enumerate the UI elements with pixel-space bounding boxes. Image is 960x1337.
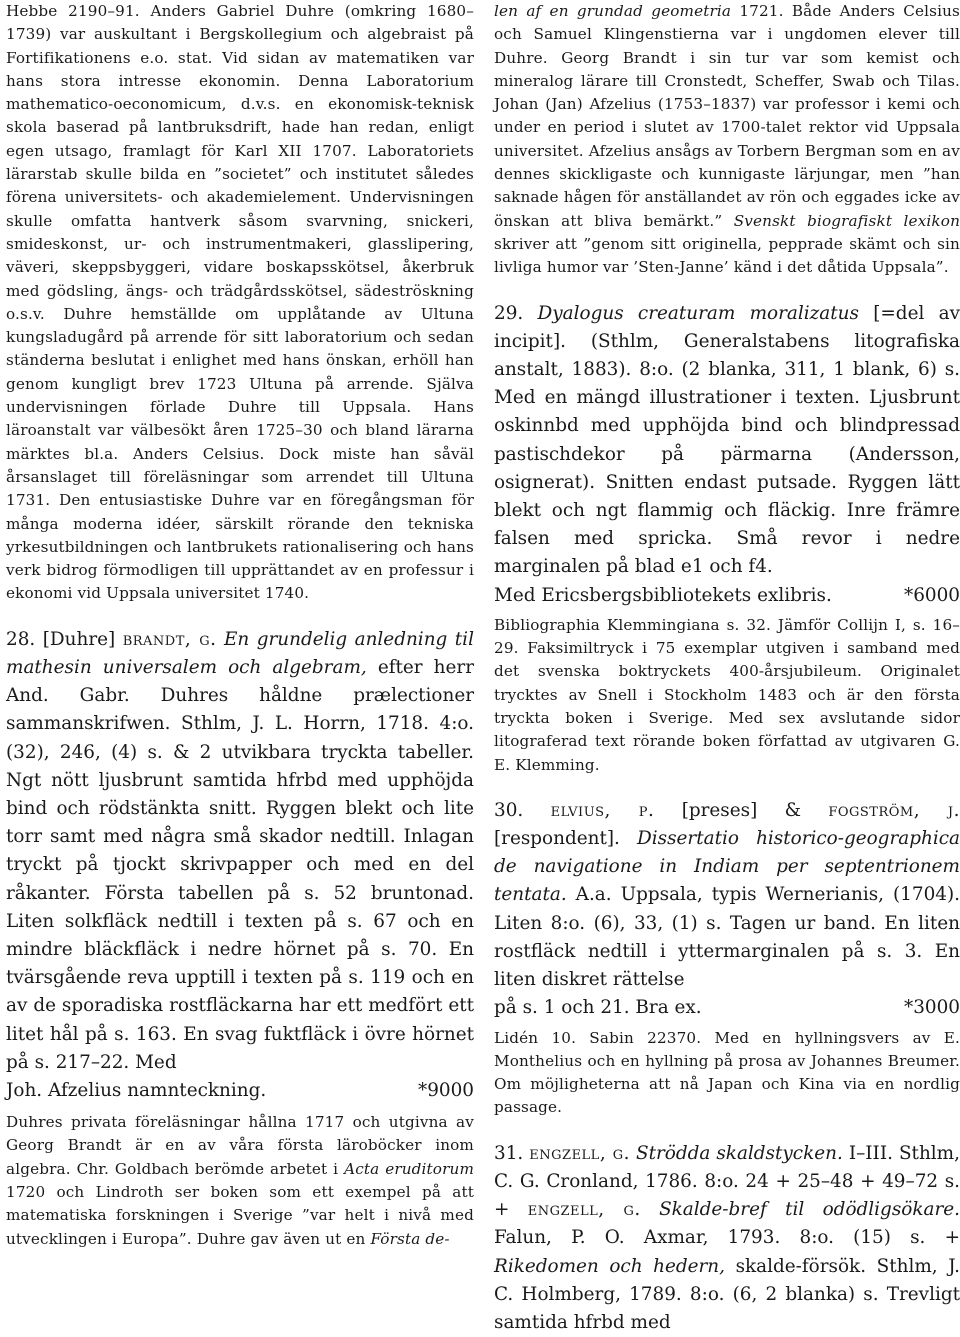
entry-last-line: Joh. Afzelius namnteckning. bbox=[6, 1079, 267, 1101]
entry-title-2: Skalde-bref til odödligsökare. bbox=[659, 1199, 960, 1221]
continuation-paragraph bbox=[494, 0, 960, 280]
entry-number: 28. bbox=[6, 628, 36, 650]
entry-title: Strödda skaldstycken. bbox=[635, 1142, 843, 1164]
entry-30-last-line bbox=[494, 994, 960, 1022]
entry-title-3: Rikedomen och hedern, bbox=[494, 1255, 725, 1277]
entry-body-2: Falun, P. O. Axmar, 1793. 8:o. (15) s. + bbox=[494, 1227, 960, 1249]
note-italic-forsta: Första de- bbox=[370, 1229, 450, 1248]
entry-last-line: Med Ericsbergsbibliotekets exlibris. bbox=[494, 584, 832, 606]
note-start: Duhres privata föreläsningar hållna 1717 och utgivna av Georg Brandt är en av våra första läroböcker inom algebra. Chr. Goldbach berömde arbetet i bbox=[6, 1113, 474, 1178]
continuation-body: 1721. Både Anders Celsius och Samuel Klingenstierna var i ungdomen elever till Duhre. Georg Brandt i sin tur var som kemist och mineralog lärare till Cronstedt, Scheffer, Swab och Tilas. Johan (Jan) Afzelius (1753–1837) var professor i kemi och under en period i slutet av 1700-talet rektor vid Uppsala universitet. Afzelius ansågs av Torbern Bergman som en av dennes skickligaste och kunnigaste lärjungar, men ”han saknade hågen för anställandet av rön och eggades icke av önskan att bliva bemärkt.” bbox=[494, 2, 960, 230]
continuation-end: skriver att ”genom sitt originella, pepprade skämt och sin livliga humor var ’Sten-Janne’ känd i det dåtida Uppsala”. bbox=[494, 234, 960, 277]
entry-body: efter herr And. Gabr. Duhres håldne prælectioner sammanskrifwen. Sthlm, J. L. Horrn, 1718. 4:o. (32), 246, (4) s. & 2 utvikbara tryckta tabeller. Ngt nött ljusbrunt samtida hfrbd med upphöjda bind och rödstänkta snitt. Ryggen blekt och lite torr samt med några små skador nedtill. Inlagan tryckt på tjockt skrivpapper och med en del råkanter. Första tabellen på s. 52 bruntonad. Liten solkfläck nedtill i texten på s. 67 och en mindre bläckfläck i nedre hörnet på s. 70. En tvärsgående reva upptill i texten på s. 119 och en av de sporadiska rostfläckarna har ett medfört ett litet hål på s. 163. En svag fuktfläck i övre hörnet på s. 217–22. Med bbox=[6, 656, 474, 1073]
entry-title: Dyalogus creaturam moralizatus bbox=[537, 302, 859, 324]
entry-29 bbox=[494, 300, 960, 777]
entry-28-last-line bbox=[6, 1077, 474, 1105]
entry-author-2: engzell, g. bbox=[527, 1199, 641, 1221]
entry-29-main bbox=[494, 300, 960, 582]
entry-31-main bbox=[494, 1140, 960, 1337]
entry-last-line: på s. 1 och 21. Bra ex. bbox=[494, 997, 702, 1019]
entry-30-note: Lidén 10. Sabin 22370. Med en hyllningsvers av E. Monthelius och en hyllning på prosa av Johannes Breumer. Om möjligheterna att nå Japan och Kina via en nordlig passage. bbox=[494, 1028, 960, 1117]
entry-body-3: skalde-försök. Sthlm, J. C. Holmberg, 1789. 8:o. (6, 2 blanka) s. Trevligt samtida hfrbd med bbox=[494, 1255, 960, 1333]
entry-title: Dissertatio historico-geographica de navigatione in Indiam per septentrionem tentata. bbox=[494, 828, 960, 906]
entry-28 bbox=[6, 626, 474, 1251]
entry-29-note: Bibliographia Klemmingiana s. 32. Jämför Collijn I, s. 16–29. Faksimiltryck i 75 exemplar utgiven i samband med det svenska boktryckets 400-årsjubileum. Originalet trycktes av Snell i Stockholm 1483 och är den första tryckta boken i Sverige. Med sex avslutande sidor litograferad text rörande boken författad av utgivaren G. E. Klemming. bbox=[494, 615, 960, 774]
entry-author: brandt, g. bbox=[122, 628, 217, 650]
entry-body: I–III. Sthlm, C. G. Cronland, 1786. 8:o. 24 + 25–48 + 49–72 s. + bbox=[494, 1142, 960, 1221]
entry-author-1: elvius, p. bbox=[550, 799, 655, 821]
entry-body: [=del av incipit]. (Sthlm, Generalstabens litografiska anstalt, 1883). 8:o. (2 blanka, 311, 1 blank, 6) s. Med en mängd illustrationer i texten. Ljusbrunt oskinnbd med upphöjda bind och blindpressad pastischdekor på pärmarna (Andersson, osignerat). Snitten endast putsade. Ryggen lätt blekt och ngt flammig och fläckig. Inre främre falsen med spricka. Små revor i nedre marginalen på blad e1 och f4. bbox=[494, 302, 960, 578]
entry-30 bbox=[494, 797, 960, 1120]
entry-author: engzell, g. bbox=[529, 1142, 630, 1164]
entry-body: A.a. Uppsala, typis Wernerianis, (1704). Liten 8:o. (6), 33, (1) s. Tagen ur band. En liten rostfläck nedtill i yttermarginalen på s. 3. En liten diskret rättelse bbox=[494, 884, 960, 991]
continuation-italic-sbl: Svenskt biografiskt lexikon bbox=[733, 211, 960, 230]
entry-number: 31. bbox=[494, 1142, 524, 1164]
note-italic-acta: Acta eruditorum bbox=[344, 1159, 474, 1178]
entry-number: 29. bbox=[494, 302, 524, 324]
continuation-italic: len af en grundad geometria bbox=[494, 2, 732, 20]
entry-30-main bbox=[494, 797, 960, 994]
entry-29-last-line bbox=[494, 582, 960, 610]
entry-author-2: fogström, j. bbox=[828, 799, 960, 821]
entry-31 bbox=[494, 1140, 960, 1337]
entry-ampersand: & bbox=[784, 799, 801, 821]
entry-number: 30. bbox=[494, 799, 524, 821]
left-column bbox=[6, 0, 474, 1251]
entry-role-1: [preses] bbox=[681, 799, 758, 821]
note-mid: 1720 och Lindroth ser boken som ett exempel på att matematiska forskningen i Sverige ”var helt i nivå med utvecklingen i Europa”. Duhre gav även ut en bbox=[6, 1183, 474, 1248]
intro-paragraph: Hebbe 2190–91. Anders Gabriel Duhre (omkring 1680–1739) var auskultant i Bergskollegium och algebraist på Fortifikationens e.o. stat. Vid sidan av matematiken var hans stora intresse ekonomin. Denna Laboratorium mathematico-oeconomicum, d.v.s. en ekonomisk-teknisk skola baserad på lantbruksdrift, hade han redan, enligt egen utsago, framlagt för Karl XII 1707. Laboratoriets lärarstab skulle bilda en ”societet” och institutet således förena universitets- och akademielement. Undervisningen skulle omfatta hantverk såsom svarvning, snickeri, smideskonst, ur- och instrumentmakeri, glasslipering, väveri, skeppsbyggeri, vidare boskapsskötsel, åkerbruk med gödsling, ängs- och trädgårdsskötsel, sädeströskning o.s.v. Duhre hemställde om upplåtande av Ultuna kungsladugård på arrende för sitt laboratorium och sedan ständerna beslutat i enlighet med hans önskan, erhöll han genom kungligt brev 1723 Ultuna på arrende. Själva undervisningen förlade Duhre till Uppsala. Hans läroanstalt var välbesökt åren 1725–30 och bland lärarna märktes bl.a. Anders Celsius. Dock miste han såväl årsanslaget till föreläsningar som arrendet till Ultuna 1731. Den entusiastiske Duhre var en föregångsman för många moderna idéer, särskilt rörande den tekniska yrkesutbildningen och lantbrukets rationalisering och hans verk bidrog förmodligen till upprättandet av en professur i ekonomi vid Uppsala universitet 1740. bbox=[6, 2, 474, 603]
entry-price: *6000 bbox=[904, 584, 960, 606]
entry-price: *3000 bbox=[904, 997, 960, 1019]
entry-28-note bbox=[6, 1111, 474, 1251]
entry-bracket-name: [Duhre] bbox=[42, 628, 116, 650]
entry-28-main bbox=[6, 626, 474, 1077]
entry-role-2: [respondent]. bbox=[494, 828, 620, 850]
entry-title: En grundelig anledning til mathesin universalem och algebram, bbox=[6, 628, 474, 678]
entry-price: *9000 bbox=[418, 1079, 474, 1101]
right-column bbox=[494, 0, 960, 1337]
